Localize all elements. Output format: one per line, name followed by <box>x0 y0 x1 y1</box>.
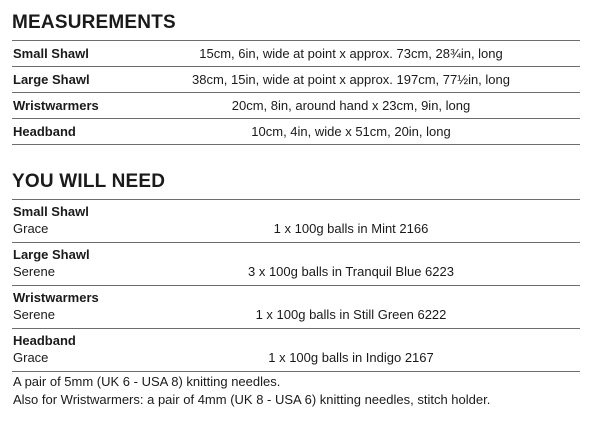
measurement-label: Wristwarmers <box>13 98 99 113</box>
materials-yarn: Serene <box>13 307 55 322</box>
measurement-row-large-shawl <box>12 67 580 93</box>
measurement-value: 10cm, 4in, wide x 51cm, 20in, long <box>251 124 451 139</box>
materials-item: Small Shawl <box>13 204 89 219</box>
materials-item: Large Shawl <box>13 247 90 262</box>
materials-quantity: 1 x 100g balls in Still Green 6222 <box>255 307 447 322</box>
measurement-value: 38cm, 15in, wide at point x approx. 197cm, 77½in, long <box>192 72 510 87</box>
measurement-row-headband <box>12 119 580 145</box>
materials-row-headband <box>12 329 580 372</box>
materials-yarn: Serene <box>13 264 55 279</box>
materials-quantity: 3 x 100g balls in Tranquil Blue 6223 <box>248 264 454 279</box>
measurements-heading: MEASUREMENTS <box>12 12 176 33</box>
measurement-label: Large Shawl <box>13 72 90 87</box>
materials-row-small-shawl <box>12 200 580 243</box>
materials-yarn: Grace <box>13 350 49 365</box>
materials-yarn: Grace <box>13 221 49 236</box>
materials-row-wristwarmers <box>12 286 580 329</box>
needles-note: A pair of 5mm (UK 6 - USA 8) knitting needles. <box>13 374 281 389</box>
needles-notes <box>13 373 490 409</box>
measurement-value: 20cm, 8in, around hand x 23cm, 9in, long <box>231 98 471 113</box>
measurement-value: 15cm, 6in, wide at point x approx. 73cm, 28¾in, long <box>199 46 503 61</box>
measurement-row-small-shawl <box>12 41 580 67</box>
measurement-row-wristwarmers <box>12 93 580 119</box>
materials-quantity: 1 x 100g balls in Indigo 2167 <box>268 350 434 365</box>
wristwarmers-needles-note: Also for Wristwarmers: a pair of 4mm (UK 8 - USA 6) knitting needles, stitch holder. <box>13 392 491 407</box>
you-will-need-heading: YOU WILL NEED <box>12 171 166 192</box>
materials-row-large-shawl <box>12 243 580 286</box>
measurements-table <box>12 40 580 145</box>
materials-quantity: 1 x 100g balls in Mint 2166 <box>273 221 429 236</box>
measurement-label: Headband <box>13 124 76 139</box>
materials-table <box>12 199 580 372</box>
materials-item: Wristwarmers <box>13 290 99 305</box>
measurement-label: Small Shawl <box>13 46 89 61</box>
materials-item: Headband <box>13 333 76 348</box>
